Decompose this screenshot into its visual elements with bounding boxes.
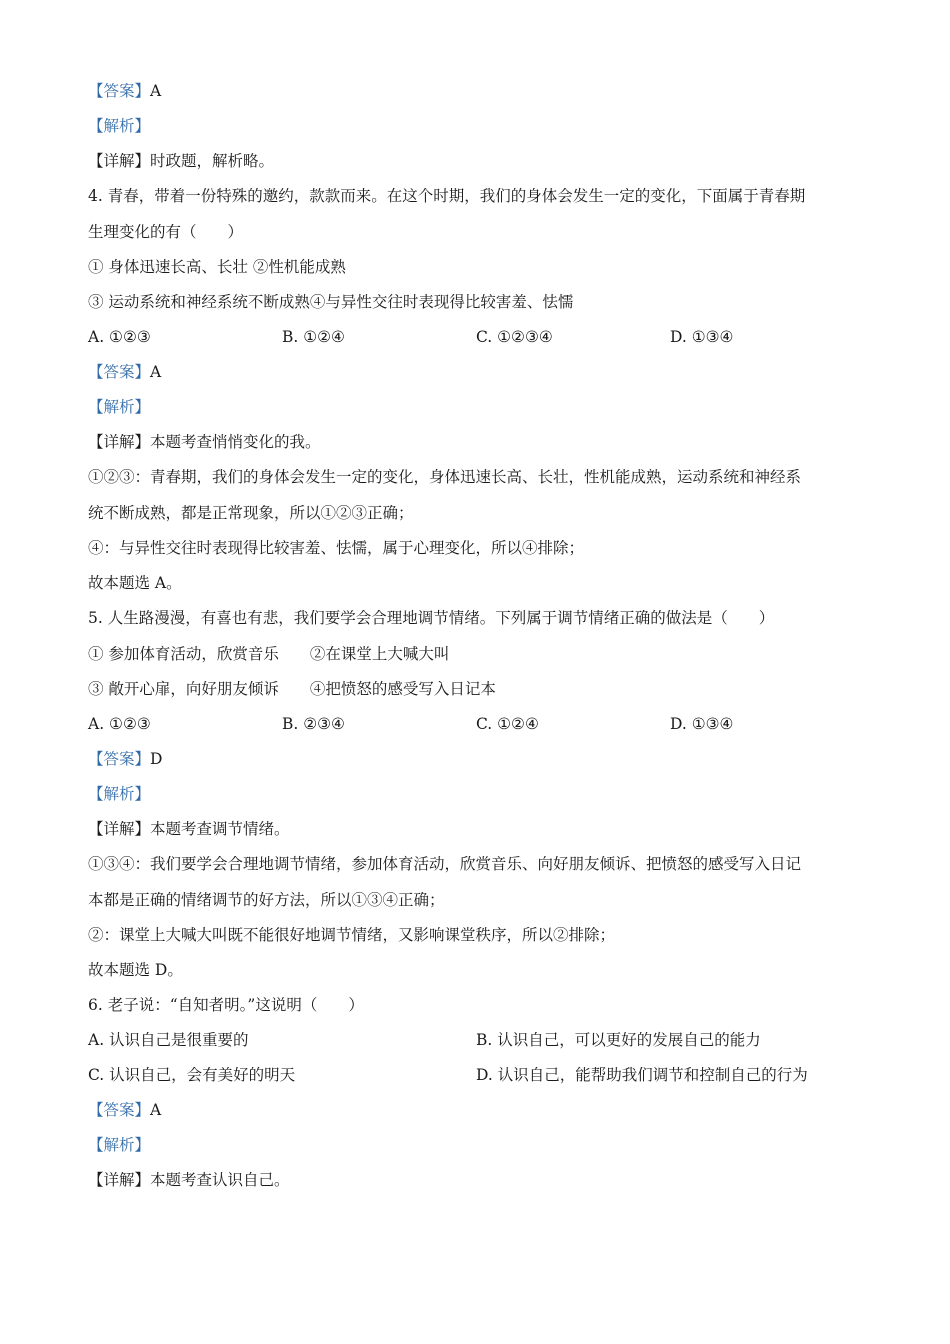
q4-option-d: D. ①③④ bbox=[670, 328, 734, 346]
q6-stem: 6. 老子说：“自知者明。”这说明（ ） bbox=[88, 996, 364, 1014]
q5-option-c: C. ①②④ bbox=[476, 715, 539, 733]
q5-option-b: B. ②③④ bbox=[282, 715, 345, 733]
answer-tag: 【答案】 bbox=[88, 82, 151, 100]
answer-tag: 【答案】 bbox=[88, 1101, 151, 1119]
q4-explanation-1: ①②③：青春期，我们的身体会发生一定的变化，身体迅速长高、长壮，性机能成熟，运动系统和神经系 bbox=[88, 468, 802, 486]
q6-option-a: A. 认识自己是很重要的 bbox=[88, 1031, 249, 1049]
q5-detail: 【详解】本题考查调节情绪。 bbox=[88, 820, 290, 838]
q5-explanation-1: ①③④：我们要学会合理地调节情绪，参加体育活动，欣赏音乐、向好朋友倾诉、把愤怒的感受写入日记 bbox=[88, 855, 802, 873]
q5-stem: 5. 人生路漫漫，有喜也有悲，我们要学会合理地调节情绪。下列属于调节情绪正确的做法是（ ） bbox=[88, 609, 775, 627]
answer-tag: 【答案】 bbox=[88, 363, 151, 381]
q6-detail: 【详解】本题考查认识自己。 bbox=[88, 1171, 290, 1189]
answer-value: D bbox=[150, 750, 163, 768]
answer-tag: 【答案】 bbox=[88, 750, 151, 768]
q6-answer-line bbox=[88, 1098, 161, 1122]
q4-option-b: B. ①②④ bbox=[282, 328, 345, 346]
q6-option-b: B. 认识自己，可以更好的发展自己的能力 bbox=[476, 1031, 761, 1049]
q3-answer-line bbox=[88, 79, 161, 103]
q4-detail: 【详解】本题考查悄悄变化的我。 bbox=[88, 433, 321, 451]
answer-value: A bbox=[150, 1101, 162, 1119]
q5-explanation-3: ②：课堂上大喊大叫既不能很好地调节情绪，又影响课堂秩序，所以②排除； bbox=[88, 926, 616, 944]
answer-value: A bbox=[150, 363, 162, 381]
q3-analysis-tag: 【解析】 bbox=[88, 117, 151, 135]
q6-option-c: C. 认识自己，会有美好的明天 bbox=[88, 1066, 296, 1084]
q4-stem-line2: 生理变化的有（ ） bbox=[88, 223, 244, 241]
q5-option-d: D. ①③④ bbox=[670, 715, 734, 733]
q4-explanation-2: 统不断成熟，都是正常现象，所以①②③正确； bbox=[88, 504, 414, 522]
q6-option-d: D. 认识自己，能帮助我们调节和控制自己的行为 bbox=[476, 1066, 808, 1084]
q5-option-a: A. ①②③ bbox=[88, 715, 151, 733]
q5-item2: ③ 敞开心扉，向好朋友倾诉 ④把愤怒的感受写入日记本 bbox=[88, 680, 496, 698]
q5-analysis-tag: 【解析】 bbox=[88, 785, 151, 803]
q5-answer-line bbox=[88, 747, 162, 771]
q5-item1: ① 参加体育活动，欣赏音乐 ②在课堂上大喊大叫 bbox=[88, 645, 450, 663]
answer-value: A bbox=[150, 82, 162, 100]
q4-item1: ① 身体迅速长高、长壮 ②性机能成熟 bbox=[88, 258, 346, 276]
q3-detail: 【详解】时政题，解析略。 bbox=[88, 152, 275, 170]
q4-conclusion: 故本题选 A。 bbox=[88, 574, 182, 592]
q4-item2: ③ 运动系统和神经系统不断成熟④与异性交往时表现得比较害羞、怯懦 bbox=[88, 293, 574, 311]
q4-answer-line bbox=[88, 360, 161, 384]
q6-analysis-tag: 【解析】 bbox=[88, 1136, 151, 1154]
q4-option-c: C. ①②③④ bbox=[476, 328, 553, 346]
q4-stem-line1: 4. 青春，带着一份特殊的邀约，款款而来。在这个时期，我们的身体会发生一定的变化，下面属于青春期 bbox=[88, 187, 806, 205]
q4-analysis-tag: 【解析】 bbox=[88, 398, 151, 416]
q4-option-a: A. ①②③ bbox=[88, 328, 151, 346]
q5-conclusion: 故本题选 D。 bbox=[88, 961, 183, 979]
q4-explanation-3: ④：与异性交往时表现得比较害羞、怯懦，属于心理变化，所以④排除； bbox=[88, 539, 585, 557]
q5-explanation-2: 本都是正确的情绪调节的好方法，所以①③④正确； bbox=[88, 891, 445, 909]
